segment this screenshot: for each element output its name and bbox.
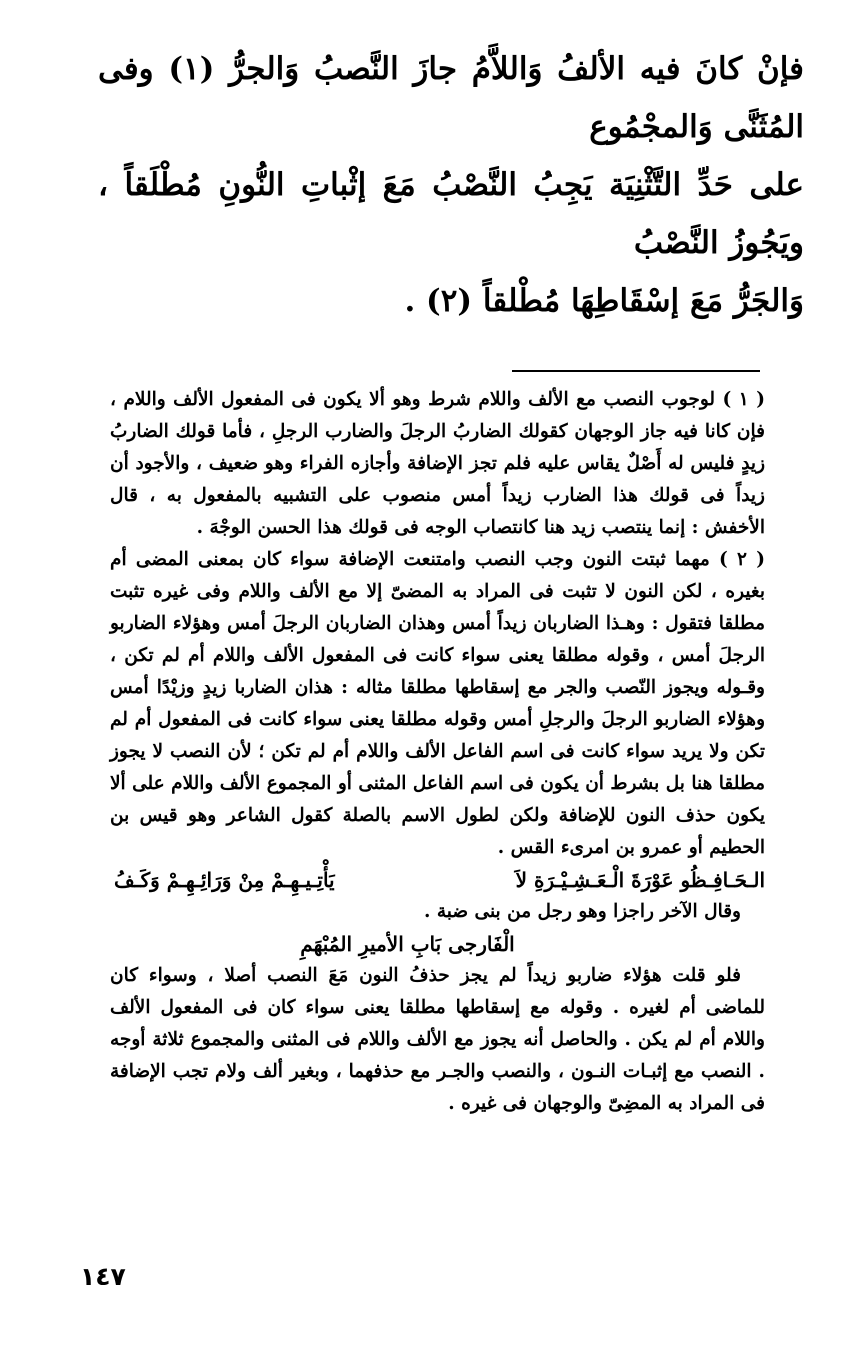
verse-second-hemistich: يَأْتِـيـهِـمْ مِنْ وَرَائِـهِـمْ وَكَـفُ [114,868,335,892]
footnote-1: ( ١ ) لوجوب النصب مع الألف واللام شرط وهو ألا يكون فى المفعول الألف واللام ، فإن كانا فيه جاز الوجهان كقولك الضاربُ الرجلَ والضارب الرجلِ ، فأما قولك الضاربُ زيدٍ فليس له أَصْلٌ يقاس عليه فلم تجز الإضافة وأجازه الفراء وهو ضعيف ، والأجود أن زيداً فى قولك هذا الضارب زيداً أمس منصوب على التشبيه بالمفعول به ، قال الأخفش : إنما ينتصب زيد هنا كانتصاب الوجه فى قولك هذا الحسن الوجْهَ . [110,389,765,538]
verse-introduction: وقال الآخر راجزا وهو رجل من بنى ضبة . [424,901,741,922]
main-text-line: فإنْ كانَ فيه الألفُ وَاللاَّمُ جازَ النَّصبُ وَالجرُّ (١) وفى المُثَنَّى وَالمجْمُوع [98,51,804,145]
main-text-line: وَالجَرُّ مَعَ إسْقَاطِهَا مُطْلقاً (٢) . [404,283,804,319]
main-text [98,40,804,330]
main-text-line: على حَدِّ التَّثْنِيَة يَجِبُ النَّصْبُ مَعَ إثْباتِ النُّونِ مُطْلَقاً ، ويَجُوزُ النَّصْبُ [98,167,804,261]
footnotes [110,384,765,1120]
page-number: ١٤٧ [80,1262,126,1291]
footnote-separator [512,370,760,372]
poetry-verse [110,864,765,896]
footnote-conclusion: فلو قلت هؤلاء ضاربو زيداً لم يجز حذفُ النون مَعَ النصب أصلا ، وسواء كان للماضى أم لغيره . وقوله مع إسقاطها مطلقا يعنى سواء كان فى المفعول الألف واللام أم لم يكن . والحاصل أنه يجوز مع الألف واللام فى المثنى والمجموع ثلاثة أوجه . النصب مع إثبـات النـون ، والنصب والجـر مع حذفهما ، وبغير ألف ولام تجب الإضافة فى المراد به المضِىّ والوجهان فى غيره . [110,965,765,1114]
footnote-2: ( ٢ ) مهما ثبتت النون وجب النصب وامتنعت الإضافة سواء كان بمعنى المضى أم بغيره ، لكن النون لا تثبت فى المراد به المضىّ إلا مع الألف واللام وفى غيره تثبت مطلقا فتقول : وهـذا الضاربان زيداً أمس وهذان الضاربان الرجلَ أمس وهؤلاء الضاربو الرجلَ أمس ، وقوله مطلقا يعنى سواء كانت فى المفعول الألف واللام أم لم تكن ، وقـوله ويجوز النّصب والجر مع إسقاطها مطلقا مثاله : هذان الضاربا زيدٍ وزيْدًا أمس وهؤلاء الضاربو الرجلَ والرجلِ أمس وقوله مطلقا يعنى سواء كانت فى المفعول أم لم تكن ولا يريد سواء كانت فى اسم الفاعل الألف واللام أم لم تكن ؛ لأن النصب لا يجوز مطلقا هنا بل بشرط أن يكون فى اسم الفاعل المثنى أو المجموع الألف واللام على ألا يكون حذف النون للإضافة ولكن لطول الاسم بالصلة كقول الشاعر وهو قيس بن الحطيم أو عمرو بن امرىء القس . [110,549,765,858]
verse-first-hemistich: الـحَـافِـظُو عَوْرَةَ الْـعَـشِـيْـرَةِ لاَ [515,868,765,892]
rajaz-verse: الْفَارجى بَابِ الأميرِ المُبْهَمِ [300,932,515,956]
